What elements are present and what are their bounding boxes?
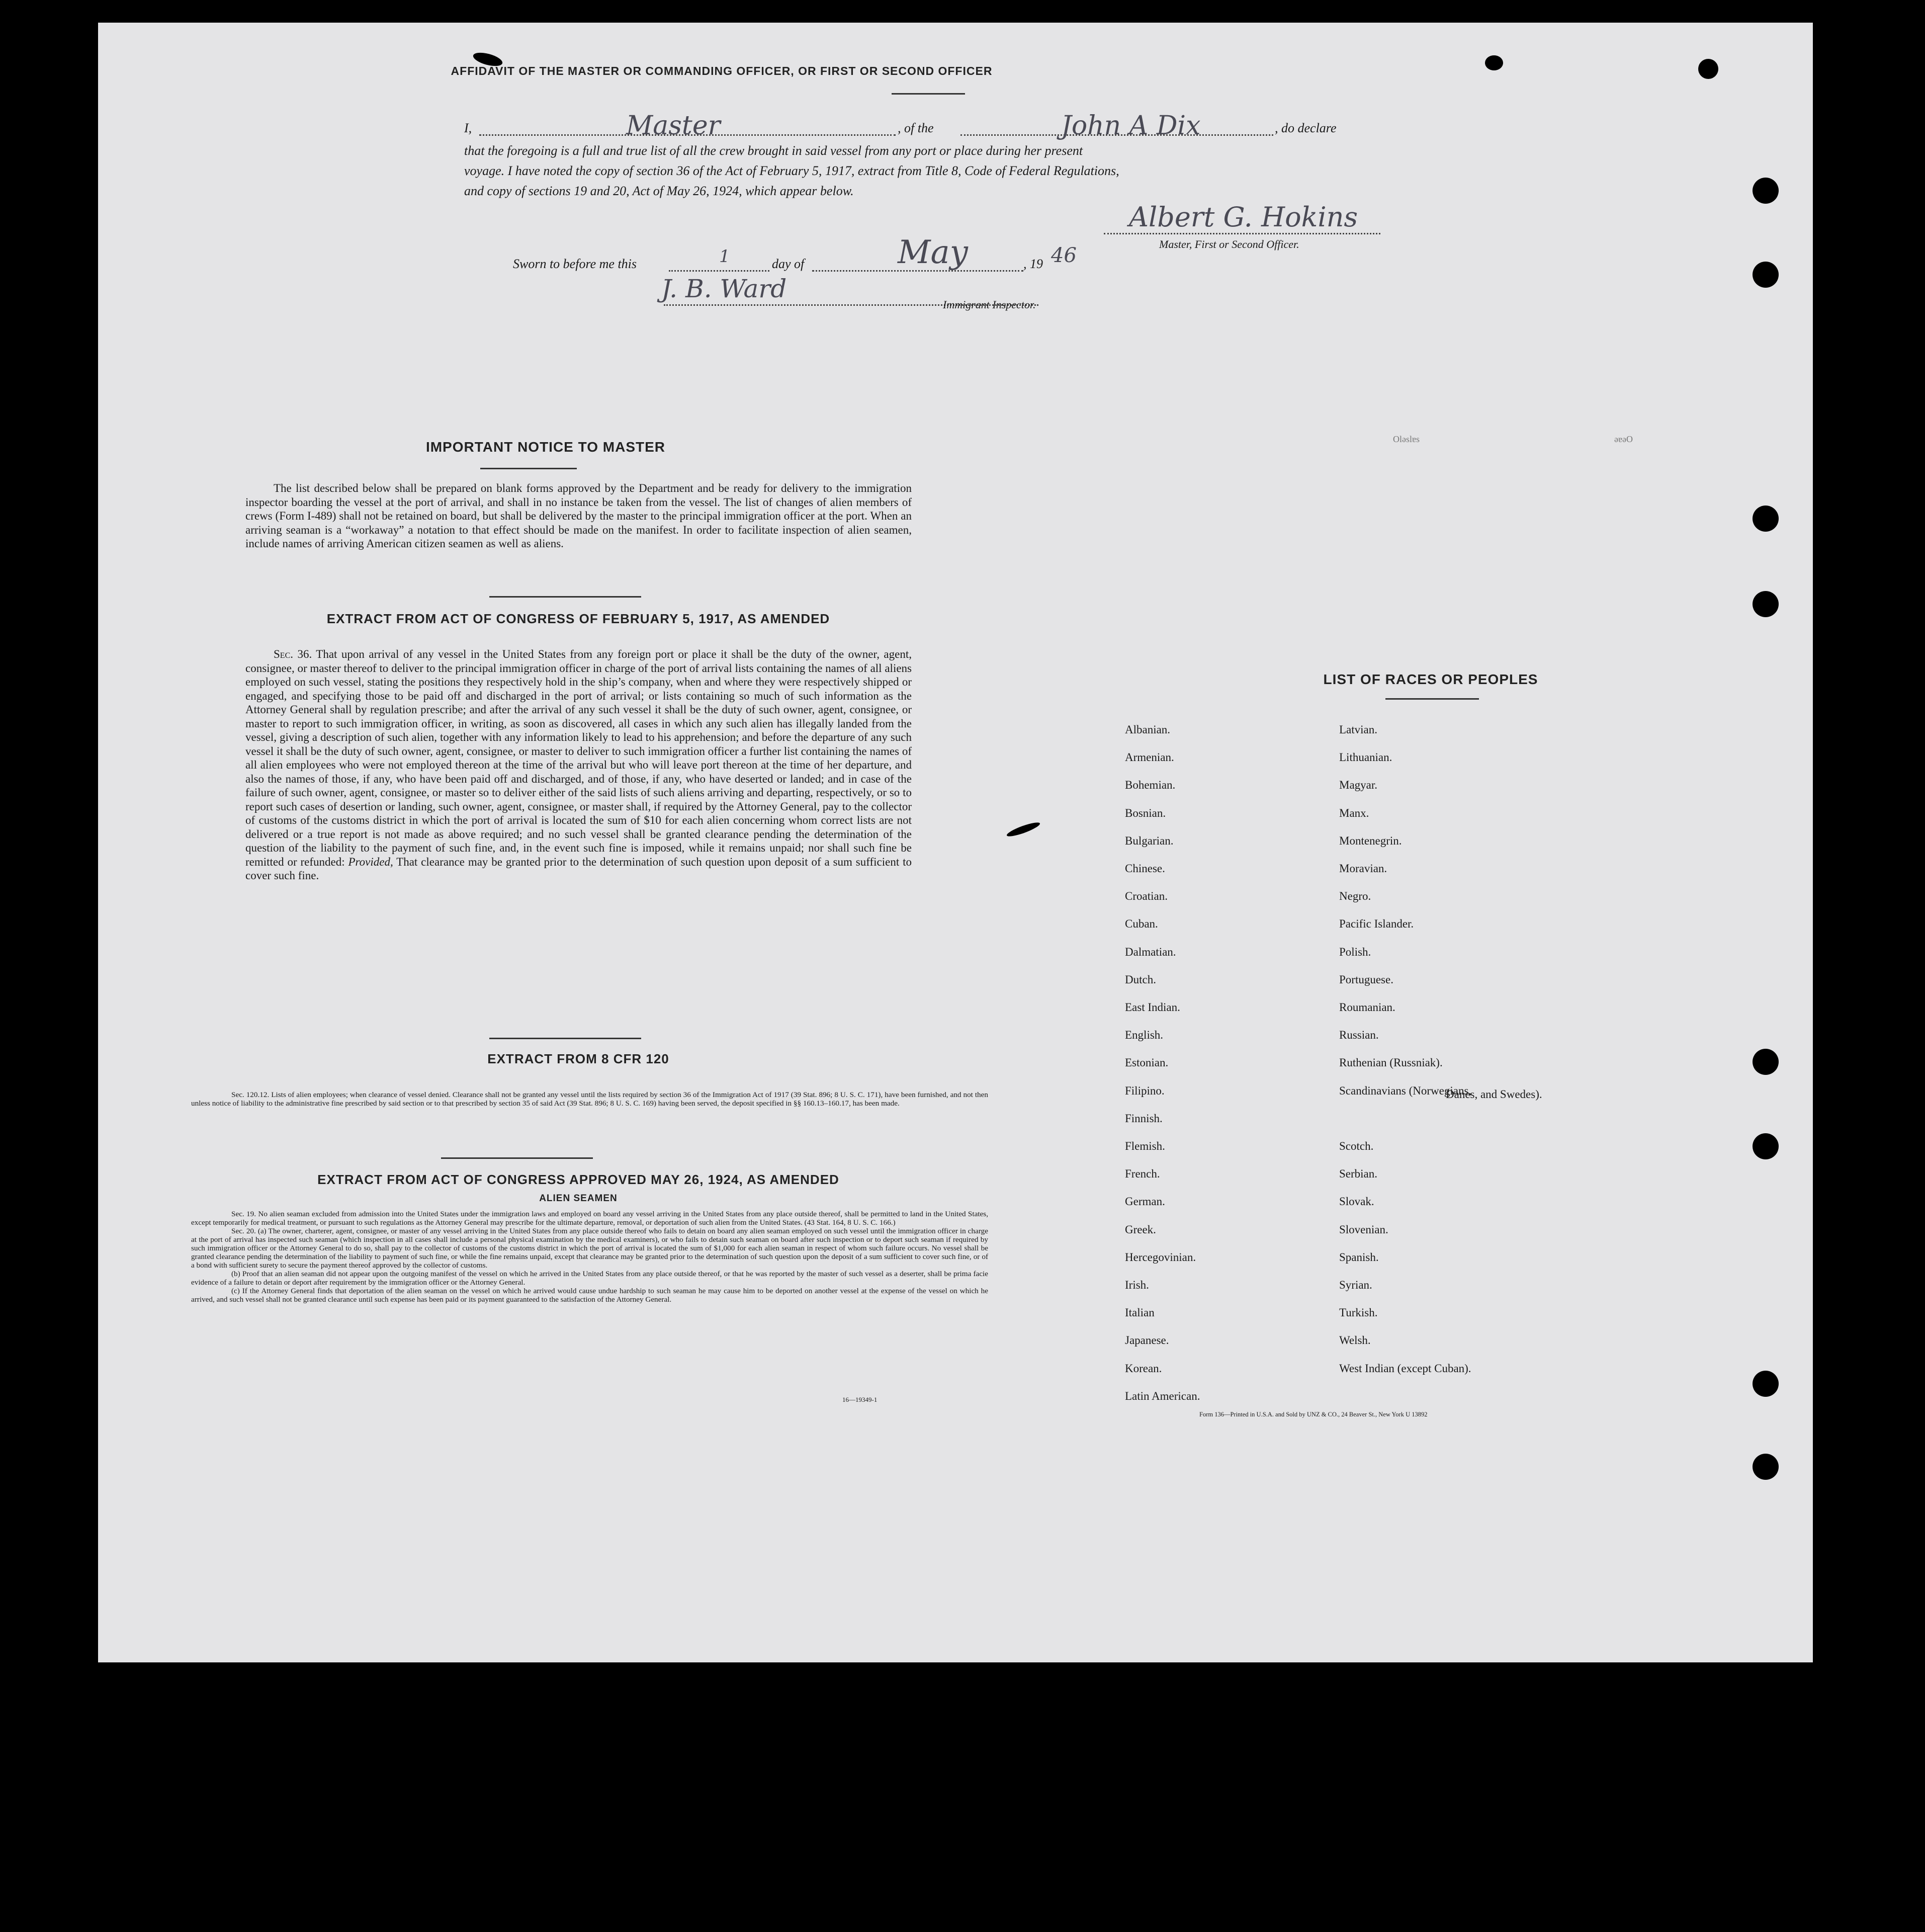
signature-caption: Master, First or Second Officer.: [1159, 238, 1299, 250]
race-item: Cuban.: [1125, 917, 1158, 931]
race-item: Negro.: [1339, 890, 1371, 903]
divider: [441, 1157, 593, 1159]
race-item: Turkish.: [1339, 1306, 1378, 1319]
race-item: Albanian.: [1125, 723, 1171, 736]
of-the-label: , of the: [898, 121, 934, 135]
race-item: Chinese.: [1125, 862, 1165, 875]
race-item: Syrian.: [1339, 1279, 1372, 1291]
year-value: 46: [1051, 244, 1077, 267]
sworn-day-value: 1: [719, 246, 730, 267]
form-code: 16—19349-1: [842, 1396, 878, 1403]
ink-smudge: [1698, 59, 1718, 79]
race-item: East Indian.: [1125, 1001, 1180, 1014]
race-item: Filipino.: [1125, 1084, 1165, 1097]
race-item: Greek.: [1125, 1223, 1156, 1236]
punch-hole: [1753, 506, 1779, 532]
divider: [489, 1038, 641, 1039]
race-item: Scotch.: [1339, 1140, 1374, 1152]
punch-hole: [1753, 591, 1779, 617]
divider: [892, 93, 965, 95]
section-19: Sec. 19. No alien seaman excluded from admission into the United States under the immigration laws and employed on board any vessel arriving in the United States from any place outside thereof, shall be permitted to land in the United States, except temporarily for medical treatment, or pursuant to such regulations as the Attorney General may prescribe for the ultimate departure, removal, or deportation of such alien from the United States. (43 Stat. 164, 8 U. S. C. 166.): [191, 1210, 988, 1227]
ink-smudge: [1006, 820, 1041, 838]
scandinavian-continuation: Danes, and Swedes).: [1446, 1088, 1542, 1101]
affidavit-body-line-2: voyage. I have noted the copy of section 36 of the Act of February 5, 1917, extract from Title 8, Code of Federal Regulations,: [464, 163, 1119, 178]
race-item: Armenian.: [1125, 751, 1174, 764]
extract-1924-title: EXTRACT FROM ACT OF CONGRESS APPROVED MAY 26, 1924, AS AMENDED: [317, 1172, 839, 1187]
divider: [480, 468, 577, 469]
sworn-month-value: May: [898, 234, 968, 271]
race-item: Slovak.: [1339, 1195, 1374, 1208]
ink-smudge: [1485, 55, 1503, 70]
race-item: Hercegovinian.: [1125, 1250, 1196, 1264]
race-item: Polish.: [1339, 945, 1371, 958]
bleed-through-text: ǝɐǝO: [1614, 434, 1633, 444]
race-item: Japanese.: [1125, 1334, 1169, 1347]
extract-1917-title: EXTRACT FROM ACT OF CONGRESS OF FEBRUARY 5, 1917, AS AMENDED: [326, 611, 830, 626]
punch-hole: [1753, 1371, 1779, 1397]
section-20c: (c) If the Attorney General finds that deportation of the alien seaman on the vessel on which he arrived would cause undue hardship to such seaman he may cause him to be deported on another vessel at the expense of the vessel on which he arrived, and such vessel shall not be granted clearance until such expense has been paid or its payment guaranteed to the satisfaction of the Attorney General.: [191, 1287, 988, 1304]
divider: [489, 596, 641, 598]
race-item: Serbian.: [1339, 1167, 1378, 1181]
signature-line: [1104, 233, 1380, 234]
day-of-label: day of: [772, 257, 805, 271]
race-item: Welsh.: [1339, 1334, 1371, 1347]
race-item: Dalmatian.: [1125, 945, 1176, 958]
race-item: Estonian.: [1125, 1056, 1169, 1069]
notice-body: The list described below shall be prepared on blank forms approved by the Department and be ready for delivery to the immigration inspector boarding the vessel at the port of arrival, and shall in no instance be taken from the vessel. The list of changes of alien members of crews (Form I-489) shall not be retained on board, but shall be delivered by the master to the principal immigration officer at the port. When an arriving seaman is a “workaway” a notation to that effect should be made on the manifest. In order to facilitate inspection of alien seamen, include names of arriving American citizen seamen as well as aliens.: [245, 482, 912, 550]
punch-hole: [1753, 262, 1779, 288]
race-item: Montenegrin.: [1339, 834, 1402, 847]
race-item: Italian: [1125, 1306, 1155, 1319]
section-20a: Sec. 20. (a) The owner, charterer, agent, consignee, or master of any vessel arriving in the United States from any place outside thereof who fails to detain on board any alien seaman employed on such vessel until the immigration officer in charge at the port of arrival has inspected such seaman (which inspection in all cases shall include a personal physical examination by the medical examiners), or who fails to detain such seaman on board after such inspection or to deport such seaman if required by such immigration officer or the Attorney General to do so, shall pay to the collector of customs of the customs district in which the port of arrival is located the sum of $1,000 for each alien seaman in respect of whom such failure occurs. No vessel shall be granted clearance pending the determination of the liability to payment of such fine, or while the fine remains unpaid, except that clearance may be granted prior to the determination of such question upon the deposit of a sum sufficient to cover such fine, or of a bond with sufficient surety to secure the payment thereof approved by the collector of customs.: [191, 1227, 988, 1270]
race-item: French.: [1125, 1167, 1160, 1181]
inspector-signature: J. B. Ward: [661, 274, 787, 303]
race-item: Latvian.: [1339, 723, 1377, 736]
race-item: Bohemian.: [1125, 779, 1176, 792]
race-item: German.: [1125, 1195, 1165, 1208]
extract-cfr-body: Sec. 120.12. Lists of alien employees; when clearance of vessel denied. Clearance shall not be granted any vessel until the lists required by section 36 of the Immigration Act of 1917 (39 Stat. 896; 8 U. S. C. 171), have been furnished, and not then unless notice of liability to the administrative fine prescribed by said section or to that prescribed by section 35 of said Act (39 Stat. 896; 8 U. S. C. 169) having been served, the deposit specified in §§ 160.13–160.17, has been made.: [191, 1090, 988, 1108]
affidavit-body-line-3: and copy of sections 19 and 20, Act of May 26, 1924, which appear below.: [464, 184, 854, 198]
race-item: Moravian.: [1339, 862, 1387, 875]
extract-cfr-title: EXTRACT FROM 8 CFR 120: [487, 1051, 669, 1066]
punch-hole: [1753, 178, 1779, 204]
race-item: Pacific Islander.: [1339, 917, 1414, 931]
race-item: Scandinavians (Norwegians,: [1339, 1084, 1472, 1097]
affidavit-body-line-1: that the foregoing is a full and true list of all the crew brought in said vessel from any port or place during her present: [464, 143, 1083, 158]
race-item: Portuguese.: [1339, 973, 1393, 986]
race-item: Latin American.: [1125, 1389, 1200, 1402]
document-page: [98, 23, 1813, 1662]
notice-title: IMPORTANT NOTICE TO MASTER: [425, 439, 666, 455]
punch-hole: [1753, 1049, 1779, 1075]
inspector-caption: Immigrant Inspector.: [943, 298, 1036, 311]
day-field-line: [669, 270, 769, 272]
extract-1917-body: Sec. 36. That upon arrival of any vessel in the United States from any foreign port or place it shall be the duty of the owner, agent, consignee, or master thereof to deliver to the principal immigration officer in charge of the port of arrival lists containing the names of all aliens employed on such vessel, stating the positions they respectively hold in the ship’s company, when and where they were respectively shipped or engaged, and specifying those to be paid off and discharged in the port of arrival; or lists containing so much of such information as the Attorney General shall by regulation prescribe; and after the arrival of any such vessel it shall be the duty of such owner, agent, consignee, or master to report to such immigration officer, in writing, as soon as discovered, all cases in which any such alien has illegally landed from the vessel, giving a description of such alien, together with any information likely to lead to his apprehension; and before the departure of any such vessel it shall be the duty of such owner, agent, consignee, or master to deliver to such immigration officer a further list containing the names of all alien employees who were not employed thereon at the time of the arrival but who will leave port thereon at the time of her departure, and also the names of those, if any, who have been paid off and discharged, and of those, if any, who have deserted or landed; and in case of the failure of such owner, agent, consignee, or master so to deliver either of the said lists of such aliens arriving and departing, respectively, or so to report such cases of desertion or landing, such owner, agent, consignee, or master shall, if required by the Attorney General, pay to the collector of customs of the customs district in which the port of arrival is located the sum of $10 for each alien concerning whom correct lists are not delivered or a true report is not made as above required; and no such vessel shall be granted clearance pending the determination of the question of the liability to the payment of such fine, and, in the event such fine is imposed, while it remains unpaid; nor shall such fine be remitted or refunded: Provided, That clearance may be granted prior to the determination of such question upon deposit of a sum sufficient to cover such fine.: [245, 648, 912, 882]
punch-hole: [1753, 1133, 1779, 1159]
divider: [1385, 698, 1479, 700]
race-item: Dutch.: [1125, 973, 1156, 986]
extract-1924-subtitle: ALIEN SEAMEN: [539, 1193, 618, 1204]
affidavit-i-label: I,: [464, 121, 472, 135]
year-prefix: , 19: [1023, 257, 1043, 271]
vessel-field-value: John A Dix: [1061, 111, 1201, 141]
race-item: Korean.: [1125, 1362, 1162, 1375]
race-item: Russian.: [1339, 1029, 1379, 1042]
bleed-through-text: Olǝslɐs: [1393, 434, 1420, 444]
master-signature: Albert G. Hokins: [1129, 201, 1358, 233]
race-item: Flemish.: [1125, 1140, 1165, 1152]
declare-label: , do declare: [1275, 121, 1337, 135]
race-item: Croatian.: [1125, 890, 1168, 903]
race-item: Lithuanian.: [1339, 751, 1392, 764]
sworn-label: Sworn to before me this: [513, 257, 637, 271]
races-title: LIST OF RACES OR PEOPLES: [1323, 671, 1538, 687]
race-item: Bulgarian.: [1125, 834, 1174, 847]
race-item: Manx.: [1339, 806, 1369, 819]
race-item: Ruthenian (Russniak).: [1339, 1056, 1443, 1069]
race-item: Magyar.: [1339, 779, 1378, 792]
race-item: Finnish.: [1125, 1112, 1163, 1125]
section-20b: (b) Proof that an alien seaman did not appear upon the outgoing manifest of the vessel on which he arrived in the United States from any place outside thereof, or that he was reported by the master of such vessel as a deserter, shall be prima facie evidence of a failure to detain or deport after requirement by the immigration officer or the Attorney General.: [191, 1270, 988, 1287]
race-item: Spanish.: [1339, 1250, 1379, 1264]
race-item: English.: [1125, 1029, 1164, 1042]
extract-1924-body: [191, 1210, 988, 1304]
race-item: Roumanian.: [1339, 1001, 1395, 1014]
race-item: West Indian (except Cuban).: [1339, 1362, 1471, 1375]
race-item: Irish.: [1125, 1279, 1149, 1291]
race-item: Bosnian.: [1125, 806, 1166, 819]
form-footer: Form 136—Printed in U.S.A. and Sold by UNZ & CO., 24 Beaver St., New York U 13892: [1199, 1411, 1428, 1418]
punch-hole: [1753, 1454, 1779, 1480]
race-item: Slovenian.: [1339, 1223, 1388, 1236]
master-field-value: Master: [626, 111, 721, 141]
affidavit-title: AFFIDAVIT OF THE MASTER OR COMMANDING OFFICER, OR FIRST OR SECOND OFFICER: [451, 64, 993, 77]
